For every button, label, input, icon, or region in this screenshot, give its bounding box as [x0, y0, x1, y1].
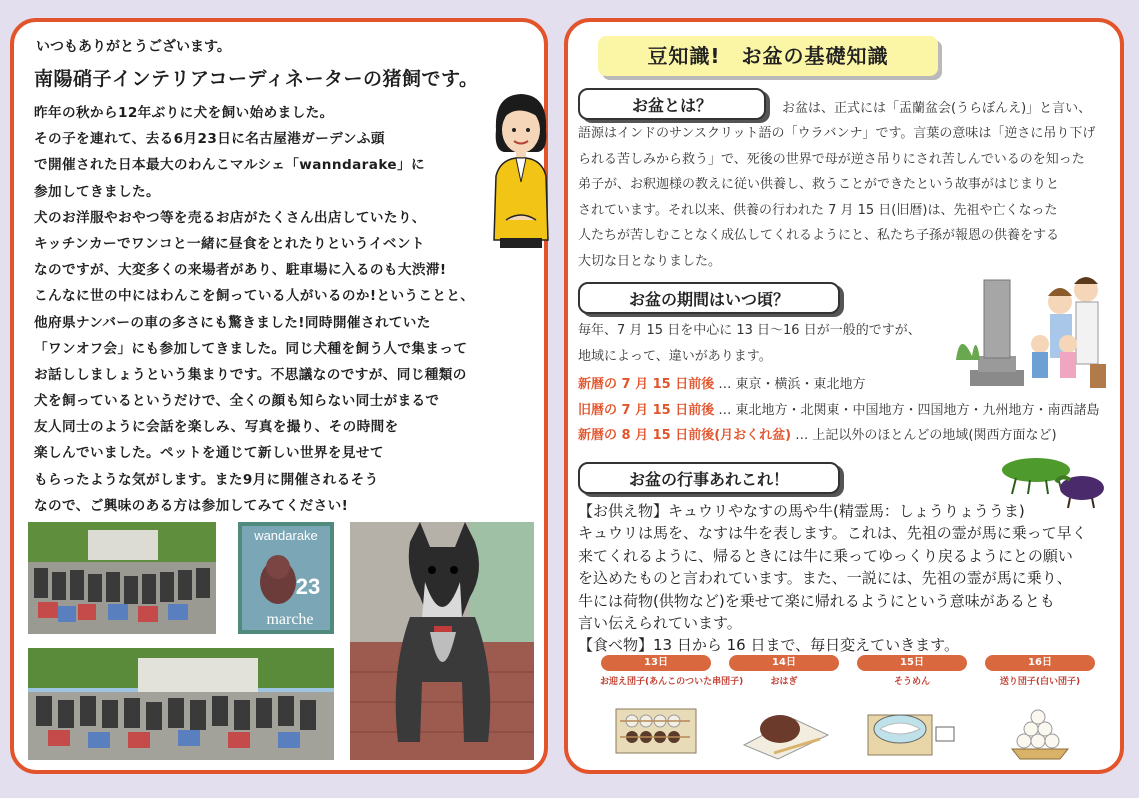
body-line: 昨年の秋から12年ぶりに犬を飼い始めました。: [34, 105, 334, 121]
food-name: そうめん: [893, 677, 930, 687]
event-crowd-photo-1: [28, 522, 216, 634]
period-row: [578, 372, 866, 398]
author-portrait-illustration: [486, 90, 556, 250]
period-regions: … 上記以外のほとんどの地域(関西方面など): [791, 428, 1057, 443]
ohagi-icon: [734, 689, 834, 761]
period-label: 旧暦の 7 月 15 日前後: [578, 402, 715, 418]
food-day-15: [856, 655, 968, 761]
body-line: こんなに世の中にはわんこを飼っている人がいるのか!ということと、: [34, 288, 475, 305]
obon-lead-line: お盆は、正式には「盂蘭盆会(うらぼんえ)」と言い、: [782, 101, 1092, 116]
intro-title: 南陽硝子インテリアコーディネーターの猪飼です。: [34, 68, 479, 90]
day-pill: 13日: [601, 655, 711, 671]
food-name: おはぎ: [770, 677, 798, 687]
food-name: お迎え団子(あんこのついた串団子): [600, 677, 744, 687]
obon-description: [578, 121, 1118, 275]
section-heading-period: お盆の期間はいつ頃？: [578, 282, 840, 314]
events-line: を込めたものと言われています。また、一説には、先祖の霊が馬に乗り、: [578, 569, 1072, 588]
okuri-dango-icon: [990, 689, 1090, 761]
food-name: 送り団子(白い団子): [999, 677, 1081, 687]
events-line: キュウリは馬を、なすは牛を表します。これは、先祖の霊が馬に乗って早く: [578, 524, 1087, 543]
right-panel: [564, 18, 1124, 774]
events-line: 来てくれるように、帰るときには牛に乗ってゆっくり戻るようにとの願い: [578, 546, 1073, 565]
body-line: その子を連れて、去る6月23日に名古屋港ガーデンふ頭: [34, 131, 385, 148]
period-line: 毎年、7 月 15 日を中心に 13 日～16 日が一般的ですが、: [578, 323, 921, 338]
body-line: 友人同士のように会話を楽しみ、写真を撮り、その時間を: [34, 419, 399, 436]
period-regions: … 東北地方・北関東・中国地方・四国地方・九州地方・南西諸島: [714, 402, 1100, 418]
body-line: 犬を飼っているというだけで、全くの顔も知らない同士がまるで: [34, 393, 440, 410]
period-description: [578, 318, 958, 369]
body-line: 他府県ナンバーの車の多さにも驚きました!同時開催されていた: [34, 314, 431, 331]
wandarake-poster-photo: [238, 522, 334, 634]
body-line: もらったような気がします。また9月に開催されるそう: [34, 471, 379, 488]
left-panel: [10, 18, 548, 774]
section-heading-obon: お盆とは？: [578, 88, 766, 120]
day-pill: 15日: [857, 655, 967, 671]
somen-bowl-icon: [862, 689, 962, 761]
obon-line: られる苦しみから救う」で、死後の世界で母が逆さ吊りにされ苦しんでいるのを知った: [578, 151, 1085, 167]
obon-line: 弟子が、お釈迦様の教えに従い供養し、救うことができたという故事がはじまりと: [578, 177, 1060, 193]
obon-line: 人たちが苦しむことなく成仏してくれるようにと、私たち子孫が報恩の供養をする: [578, 228, 1060, 244]
obon-line: 語源はインドのサンスクリット語の「ウラバンナ」です。言葉の意味は「逆さに吊り下げ: [578, 126, 1096, 141]
family-grave-illustration: [950, 260, 1110, 394]
obon-line: 大切な日となりました。: [578, 253, 722, 269]
poster-brand: wandarake: [254, 528, 318, 543]
period-regions: … 東京・横浜・東北地方: [714, 377, 866, 392]
dango-skewer-icon: [606, 689, 706, 761]
body-line: 犬のお洋服やおやつ等を売るお店がたくさん出店していたり、: [34, 209, 426, 226]
body-line: 楽しんでいました。ペットを通じて新しい世界を見せて: [34, 445, 384, 462]
events-line: 牛には荷物(供物など)を乗せて楽に帰れるようにという意味があるとも: [578, 591, 1055, 610]
body-line: キッチンカーでワンコと一緒に昼食をとれたりというイベント: [34, 235, 425, 252]
body-line: なのですが、大変多くの来場者があり、駐車場に入るのも大渋滞!: [34, 262, 447, 279]
day-pill: 16日: [985, 655, 1095, 671]
body-line: で開催された日本最大のわんこマルシェ「wanndarake」に: [34, 157, 426, 174]
period-row: [578, 423, 1057, 449]
day-pill: 14日: [729, 655, 839, 671]
body-line: なので、ご興味のある方は参加してみてください!: [34, 497, 349, 514]
events-text: [578, 500, 1108, 657]
poster-number: 23: [295, 574, 321, 599]
food-day-13: [600, 655, 744, 761]
body-line: 「ワンオフ会」にも参加してきました。同じ犬種を飼う人で集まって: [34, 340, 468, 357]
period-line: 地域によって、違いがあります。: [578, 348, 772, 364]
food-day-14: [728, 655, 840, 761]
obon-line: されています。それ以来、供養の行われた 7 月 15 日(旧暦)は、先祖や亡くなった: [578, 202, 1058, 218]
section-heading-events: お盆の行事あれこれ！: [578, 462, 840, 494]
body-line: 参加してきました。: [34, 183, 160, 200]
period-label: 新暦の 7 月 15 日前後: [578, 377, 715, 392]
events-line: 【食べ物】13 日から 16 日まで、毎日変えていきます。: [578, 636, 959, 655]
poster-word: marche: [266, 611, 314, 628]
events-line: 【お供え物】キュウリやなすの馬や牛(精霊馬：しょうりょううま): [578, 502, 1025, 520]
page-title: 豆知識! お盆の基礎知識: [598, 36, 938, 76]
body-text: [34, 100, 534, 519]
body-line: お話ししましょうという集まりです。不思議なのですが、同じ種類の: [34, 366, 467, 383]
food-day-16: [984, 655, 1096, 761]
schnauzer-dog-photo: [350, 522, 534, 760]
events-line: 言い伝えられています。: [578, 614, 742, 633]
period-label: 新暦の 8 月 15 日前後(月おくれ盆): [578, 428, 792, 443]
period-row: [578, 398, 1100, 424]
greeting: いつもありがとうございます。: [36, 39, 231, 55]
event-crowd-photo-2: [28, 648, 334, 760]
